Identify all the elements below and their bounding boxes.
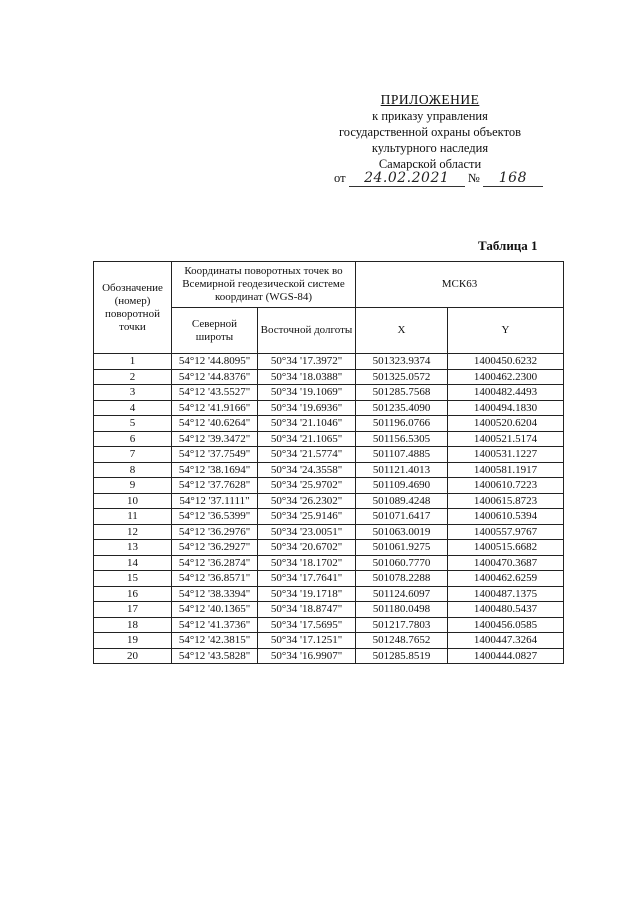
cell-longitude: 50°34 '16.9907": [258, 648, 356, 664]
cell-x: 501323.9374: [356, 354, 448, 370]
cell-point-number: 5: [94, 416, 172, 432]
cell-point-number: 6: [94, 431, 172, 447]
cell-latitude: 54°12 '40.1365": [172, 602, 258, 618]
cell-x: 501180.0498: [356, 602, 448, 618]
cell-x: 501109.4690: [356, 478, 448, 494]
cell-y: 1400610.5394: [448, 509, 564, 525]
cell-x: 501063.0019: [356, 524, 448, 540]
cell-point-number: 12: [94, 524, 172, 540]
cell-longitude: 50°34 '25.9702": [258, 478, 356, 494]
table-row: [94, 602, 564, 618]
header-line-1: к приказу управления: [372, 109, 488, 123]
cell-longitude: 50°34 '26.2302": [258, 493, 356, 509]
appendix-header: [300, 92, 560, 172]
cell-longitude: 50°34 '25.9146": [258, 509, 356, 525]
table-row: [94, 648, 564, 664]
cell-point-number: 4: [94, 400, 172, 416]
cell-x: 501196.0766: [356, 416, 448, 432]
header-x: X: [356, 308, 448, 354]
cell-y: 1400456.0585: [448, 617, 564, 633]
date-prefix: от: [334, 171, 346, 185]
cell-point-number: 1: [94, 354, 172, 370]
cell-y: 1400444.0827: [448, 648, 564, 664]
cell-latitude: 54°12 '36.2976": [172, 524, 258, 540]
cell-x: 501078.2288: [356, 571, 448, 587]
cell-latitude: 54°12 '36.2874": [172, 555, 258, 571]
number-prefix: №: [467, 171, 480, 185]
cell-longitude: 50°34 '21.1046": [258, 416, 356, 432]
cell-y: 1400487.1375: [448, 586, 564, 602]
cell-latitude: 54°12 '44.8376": [172, 369, 258, 385]
cell-point-number: 9: [94, 478, 172, 494]
cell-longitude: 50°34 '17.5695": [258, 617, 356, 633]
cell-x: 501060.7770: [356, 555, 448, 571]
header-y: Y: [448, 308, 564, 354]
cell-latitude: 54°12 '38.3394": [172, 586, 258, 602]
cell-x: 501217.7803: [356, 617, 448, 633]
cell-longitude: 50°34 '18.8747": [258, 602, 356, 618]
cell-point-number: 18: [94, 617, 172, 633]
table-row: [94, 540, 564, 556]
cell-x: 501061.9275: [356, 540, 448, 556]
coordinates-table: [93, 261, 564, 664]
table-row: [94, 447, 564, 463]
cell-longitude: 50°34 '20.6702": [258, 540, 356, 556]
cell-longitude: 50°34 '21.1065": [258, 431, 356, 447]
cell-longitude: 50°34 '23.0051": [258, 524, 356, 540]
cell-longitude: 50°34 '21.5774": [258, 447, 356, 463]
handwritten-date: 24.02.2021: [349, 170, 465, 187]
cell-longitude: 50°34 '24.3558": [258, 462, 356, 478]
handwritten-number: 168: [483, 170, 543, 187]
cell-point-number: 16: [94, 586, 172, 602]
cell-point-number: 8: [94, 462, 172, 478]
cell-longitude: 50°34 '17.7641": [258, 571, 356, 587]
cell-y: 1400480.5437: [448, 602, 564, 618]
cell-x: 501285.8519: [356, 648, 448, 664]
cell-x: 501235.4090: [356, 400, 448, 416]
cell-latitude: 54°12 '40.6264": [172, 416, 258, 432]
cell-x: 501071.6417: [356, 509, 448, 525]
cell-latitude: 54°12 '44.8095": [172, 354, 258, 370]
cell-y: 1400450.6232: [448, 354, 564, 370]
table-row: [94, 633, 564, 649]
table-row: [94, 400, 564, 416]
cell-y: 1400462.2300: [448, 369, 564, 385]
cell-latitude: 54°12 '39.3472": [172, 431, 258, 447]
cell-y: 1400610.7223: [448, 478, 564, 494]
cell-longitude: 50°34 '19.1069": [258, 385, 356, 401]
table-row: [94, 385, 564, 401]
cell-point-number: 13: [94, 540, 172, 556]
table-body: [94, 354, 564, 664]
cell-x: 501121.4013: [356, 462, 448, 478]
cell-y: 1400470.3687: [448, 555, 564, 571]
table-row: [94, 478, 564, 494]
cell-longitude: 50°34 '17.3972": [258, 354, 356, 370]
table-row: [94, 524, 564, 540]
appendix-title: [300, 92, 560, 108]
cell-point-number: 11: [94, 509, 172, 525]
cell-x: 501248.7652: [356, 633, 448, 649]
header-line-2: государственной охраны объектов: [338, 125, 522, 139]
cell-point-number: 10: [94, 493, 172, 509]
cell-y: 1400531.1227: [448, 447, 564, 463]
header-msk63-group: МСК63: [356, 262, 564, 308]
cell-longitude: 50°34 '19.1718": [258, 586, 356, 602]
cell-latitude: 54°12 '38.1694": [172, 462, 258, 478]
cell-x: 501156.5305: [356, 431, 448, 447]
table-row: [94, 416, 564, 432]
cell-x: 501325.0572: [356, 369, 448, 385]
table-row: [94, 369, 564, 385]
cell-y: 1400462.6259: [448, 571, 564, 587]
cell-y: 1400494.1830: [448, 400, 564, 416]
cell-point-number: 3: [94, 385, 172, 401]
table-row: [94, 354, 564, 370]
cell-latitude: 54°12 '43.5828": [172, 648, 258, 664]
table-row: [94, 555, 564, 571]
cell-longitude: 50°34 '17.1251": [258, 633, 356, 649]
cell-point-number: 15: [94, 571, 172, 587]
table-row: [94, 509, 564, 525]
header-point-designation: Обозначение (номер) поворотной точки: [94, 262, 172, 354]
table-row: [94, 462, 564, 478]
cell-latitude: 54°12 '41.3736": [172, 617, 258, 633]
cell-longitude: 50°34 '19.6936": [258, 400, 356, 416]
cell-latitude: 54°12 '41.9166": [172, 400, 258, 416]
cell-y: 1400520.6204: [448, 416, 564, 432]
table-row: [94, 586, 564, 602]
cell-y: 1400521.5174: [448, 431, 564, 447]
cell-y: 1400557.9767: [448, 524, 564, 540]
appendix-title-text: ПРИЛОЖЕНИЕ: [380, 92, 480, 107]
cell-latitude: 54°12 '37.1111": [172, 493, 258, 509]
cell-y: 1400447.3264: [448, 633, 564, 649]
table-row: [94, 493, 564, 509]
table-label: Таблица 1: [478, 238, 538, 253]
cell-x: 501285.7568: [356, 385, 448, 401]
table-row: [94, 431, 564, 447]
cell-latitude: 54°12 '37.7628": [172, 478, 258, 494]
header-line-3: культурного наследия: [371, 141, 489, 155]
cell-latitude: 54°12 '36.5399": [172, 509, 258, 525]
cell-x: 501107.4885: [356, 447, 448, 463]
header-north-latitude: Северной широты: [172, 308, 258, 354]
cell-x: 501124.6097: [356, 586, 448, 602]
cell-point-number: 17: [94, 602, 172, 618]
table-row: [94, 617, 564, 633]
cell-point-number: 2: [94, 369, 172, 385]
table-row: [94, 571, 564, 587]
cell-point-number: 20: [94, 648, 172, 664]
cell-latitude: 54°12 '36.2927": [172, 540, 258, 556]
cell-longitude: 50°34 '18.0388": [258, 369, 356, 385]
cell-y: 1400482.4493: [448, 385, 564, 401]
cell-point-number: 14: [94, 555, 172, 571]
cell-point-number: 7: [94, 447, 172, 463]
cell-latitude: 54°12 '37.7549": [172, 447, 258, 463]
cell-y: 1400615.8723: [448, 493, 564, 509]
cell-point-number: 19: [94, 633, 172, 649]
cell-latitude: 54°12 '43.5527": [172, 385, 258, 401]
header-east-longitude: Восточной долготы: [258, 308, 356, 354]
cell-latitude: 54°12 '42.3815": [172, 633, 258, 649]
cell-latitude: 54°12 '36.8571": [172, 571, 258, 587]
cell-y: 1400581.1917: [448, 462, 564, 478]
cell-y: 1400515.6682: [448, 540, 564, 556]
order-date-number-line: [334, 170, 543, 187]
header-wgs84-group: Координаты поворотных точек во Всемирной геодезической системе координат (WGS-84): [172, 262, 356, 308]
cell-longitude: 50°34 '18.1702": [258, 555, 356, 571]
header-line-4: Самарской области: [378, 157, 482, 171]
cell-x: 501089.4248: [356, 493, 448, 509]
